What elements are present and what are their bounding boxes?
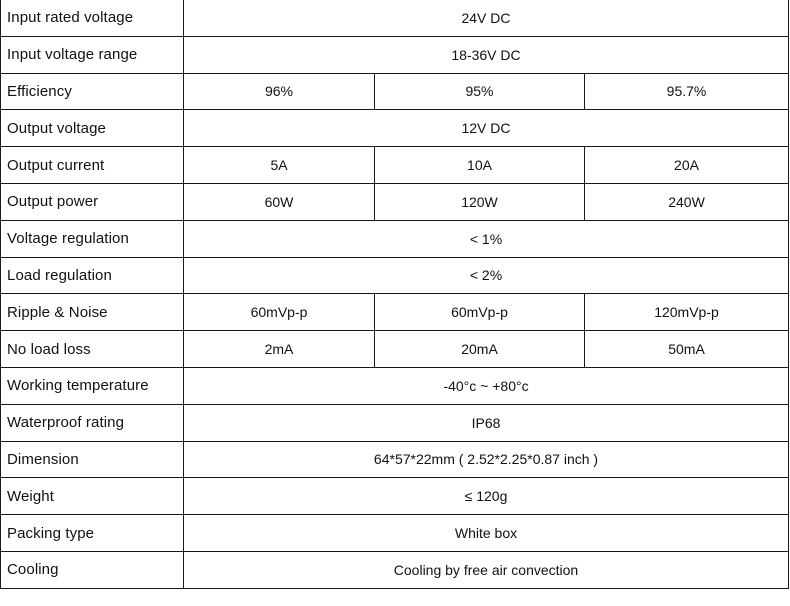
spec-row bbox=[1, 515, 789, 552]
spec-row bbox=[1, 478, 789, 515]
spec-value: 10A bbox=[375, 147, 585, 184]
spec-label: Weight bbox=[1, 478, 184, 515]
spec-label: Input rated voltage bbox=[1, 0, 184, 36]
spec-value: Cooling by free air convection bbox=[184, 551, 789, 588]
spec-value: 240W bbox=[585, 183, 789, 220]
spec-row bbox=[1, 36, 789, 73]
spec-row bbox=[1, 367, 789, 404]
spec-label: Efficiency bbox=[1, 73, 184, 110]
spec-label: Output voltage bbox=[1, 110, 184, 147]
spec-value: 18-36V DC bbox=[184, 36, 789, 73]
spec-value: 60mVp-p bbox=[375, 294, 585, 331]
spec-label: Dimension bbox=[1, 441, 184, 478]
spec-label: Load regulation bbox=[1, 257, 184, 294]
spec-row bbox=[1, 257, 789, 294]
spec-value: 120W bbox=[375, 183, 585, 220]
spec-row bbox=[1, 220, 789, 257]
spec-table-body bbox=[1, 0, 789, 588]
spec-value: 64*57*22mm ( 2.52*2.25*0.87 inch ) bbox=[184, 441, 789, 478]
spec-label: Output current bbox=[1, 147, 184, 184]
spec-value: 20A bbox=[585, 147, 789, 184]
spec-label: Input voltage range bbox=[1, 36, 184, 73]
spec-value: 50mA bbox=[585, 331, 789, 368]
spec-value: 60mVp-p bbox=[184, 294, 375, 331]
spec-row bbox=[1, 0, 789, 36]
spec-value: < 1% bbox=[184, 220, 789, 257]
spec-value: 96% bbox=[184, 73, 375, 110]
spec-value: 2mA bbox=[184, 331, 375, 368]
spec-label: Working temperature bbox=[1, 367, 184, 404]
spec-value: 12V DC bbox=[184, 110, 789, 147]
spec-row bbox=[1, 183, 789, 220]
spec-value: 24V DC bbox=[184, 0, 789, 36]
spec-label: Voltage regulation bbox=[1, 220, 184, 257]
spec-value: 95% bbox=[375, 73, 585, 110]
spec-label: Output power bbox=[1, 183, 184, 220]
spec-value: IP68 bbox=[184, 404, 789, 441]
spec-value: < 2% bbox=[184, 257, 789, 294]
spec-value: White box bbox=[184, 515, 789, 552]
spec-row bbox=[1, 404, 789, 441]
spec-value: 20mA bbox=[375, 331, 585, 368]
spec-row bbox=[1, 441, 789, 478]
spec-label: No load loss bbox=[1, 331, 184, 368]
spec-value: ≤ 120g bbox=[184, 478, 789, 515]
spec-row bbox=[1, 73, 789, 110]
spec-value: 95.7% bbox=[585, 73, 789, 110]
spec-row bbox=[1, 110, 789, 147]
spec-label: Ripple & Noise bbox=[1, 294, 184, 331]
spec-label: Waterproof rating bbox=[1, 404, 184, 441]
spec-label: Cooling bbox=[1, 551, 184, 588]
spec-value: 60W bbox=[184, 183, 375, 220]
spec-label: Packing type bbox=[1, 515, 184, 552]
spec-value: 120mVp-p bbox=[585, 294, 789, 331]
spec-row bbox=[1, 294, 789, 331]
spec-value: -40°c ~ +80°c bbox=[184, 367, 789, 404]
spec-row bbox=[1, 147, 789, 184]
spec-row bbox=[1, 331, 789, 368]
spec-row bbox=[1, 551, 789, 588]
spec-value: 5A bbox=[184, 147, 375, 184]
